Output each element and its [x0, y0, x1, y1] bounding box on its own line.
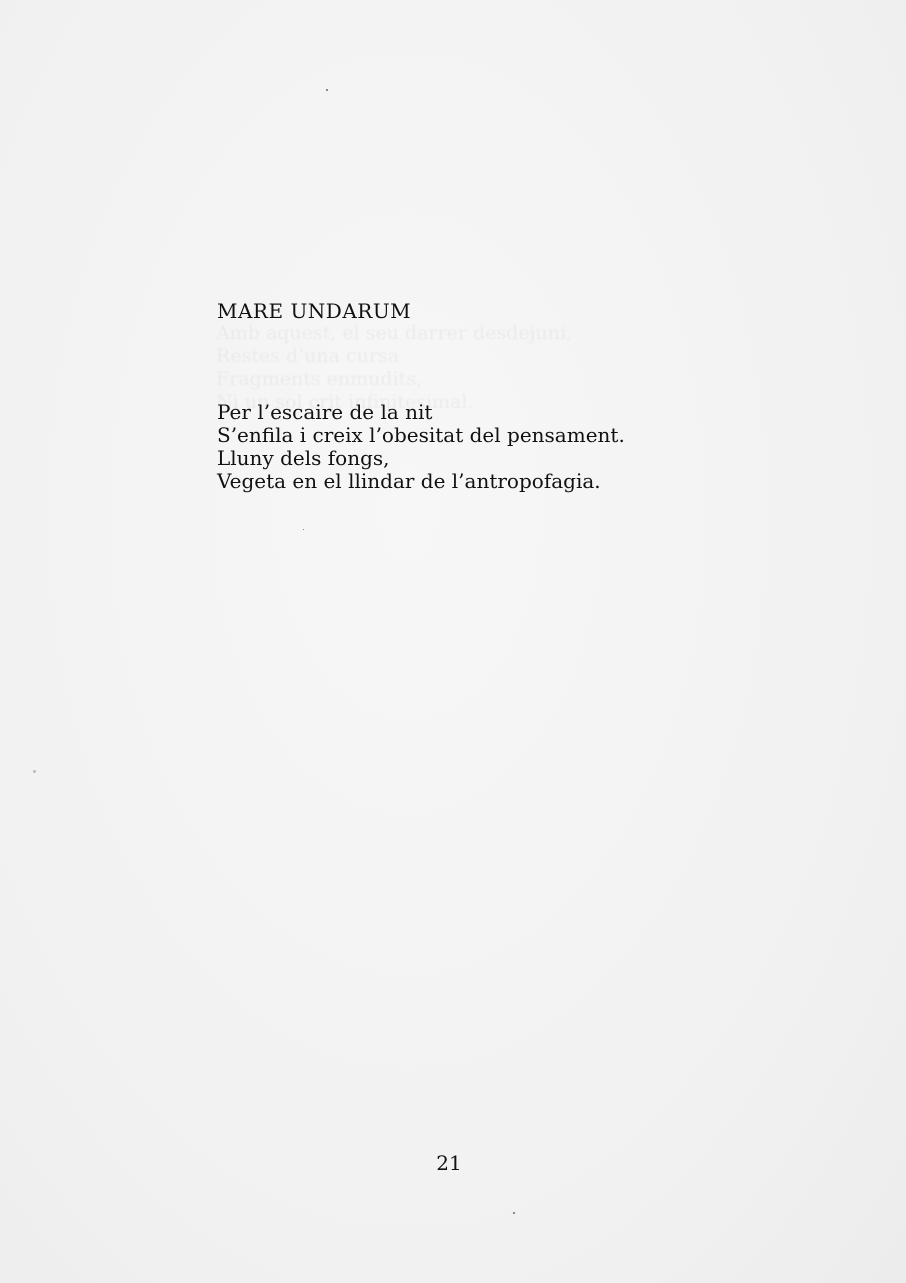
show-through-line [216, 345, 636, 368]
poem-line: Lluny dels fongs, [217, 446, 390, 470]
page-number: 21 [436, 1151, 462, 1175]
show-through-line [216, 368, 636, 391]
page-number-container [0, 1151, 906, 1175]
poem-body [217, 401, 625, 493]
poem-title: MARE UNDARUM [217, 299, 412, 323]
paper-speck [326, 89, 328, 91]
paper-speck [303, 529, 304, 530]
paper-speck [513, 1212, 515, 1214]
poem-line: Vegeta en el llindar de l’antropofagia. [217, 469, 601, 493]
paper-speck [33, 770, 36, 773]
show-through-line [216, 322, 636, 345]
poem-line: S’enfila i creix l’obesitat del pensament. [217, 423, 625, 447]
poem-line: Per l’escaire de la nit [217, 400, 433, 424]
